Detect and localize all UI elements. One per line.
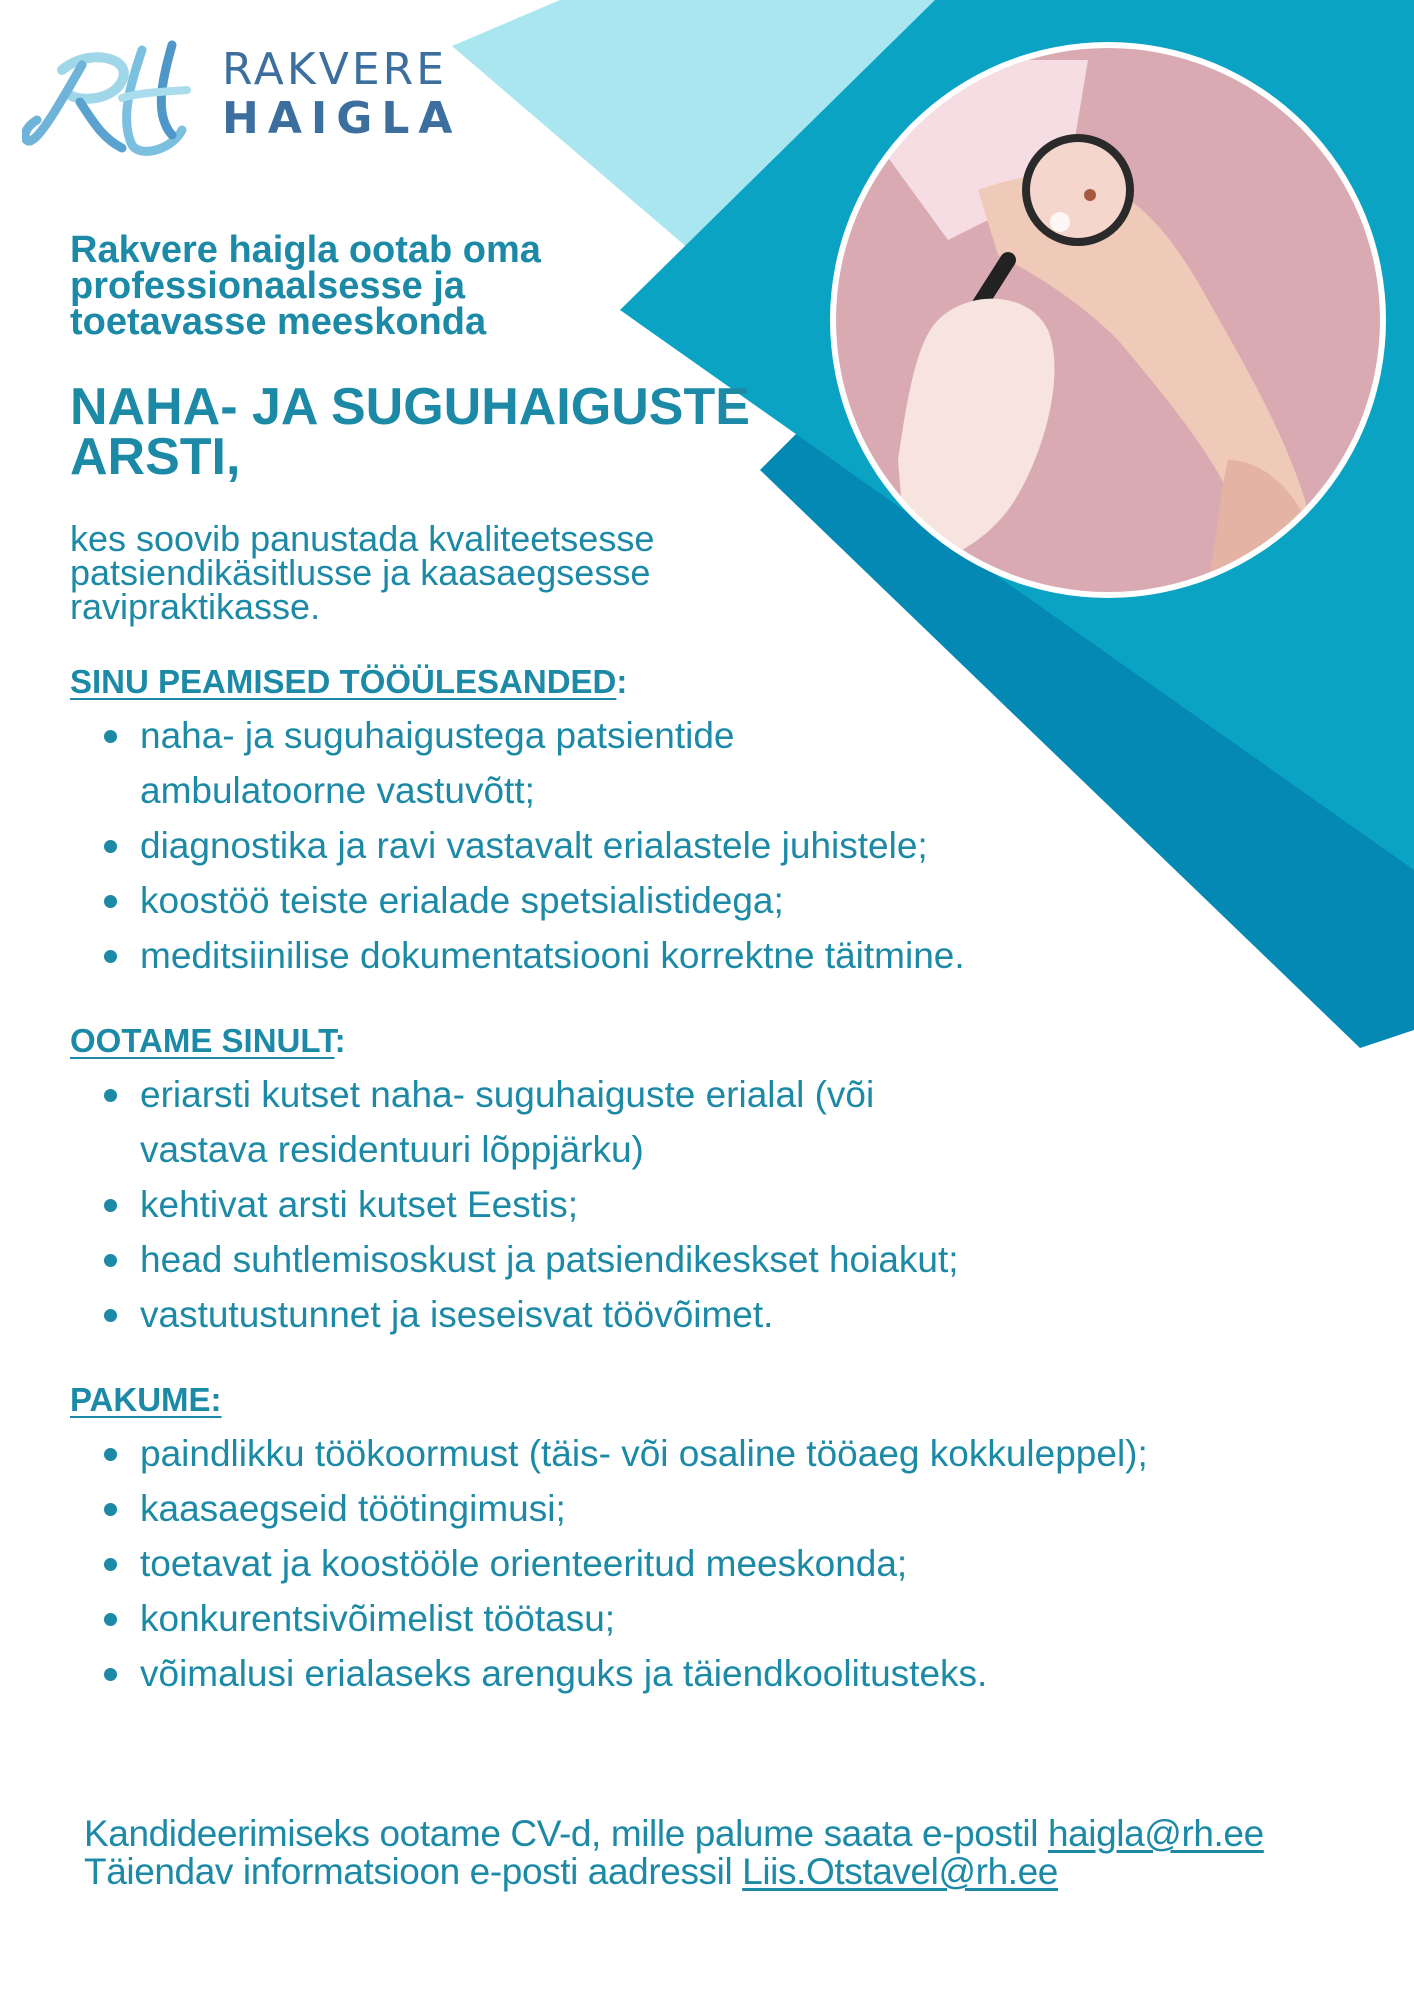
rh-monogram-icon (22, 40, 202, 160)
list-item: kaasaegseid töötingimusi; (70, 1481, 1390, 1536)
list-item: paindlikku töökoormust (täis- või osaline tööaeg kokkuleppel); (70, 1426, 1390, 1481)
job-subtitle: kes soovib panustada kvaliteetsesse patsiendikäsitlusse ja kaasaegsesse ravipraktikasse. (70, 518, 655, 627)
footer-info-text: Täiendav informatsioon e-posti aadressil (84, 1851, 743, 1892)
list-item: vastutustunnet ja iseseisvat töövõimet. (70, 1287, 1390, 1342)
list-item: naha- ja suguhaigustega patsientide ambulatoorne vastuvõtt; (70, 708, 900, 818)
offer-list (70, 1426, 1390, 1701)
list-item: diagnostika ja ravi vastavalt erialastele juhistele; (70, 818, 1390, 873)
list-item: eriarsti kutset naha- suguhaiguste erialal (või vastava residentuuri lõppjärku) (70, 1067, 900, 1177)
main-content (70, 229, 1390, 1701)
section-title (70, 1021, 1390, 1061)
section-requirements (70, 1021, 1390, 1342)
section-title (70, 1380, 1390, 1420)
logo-line-haigla: HAIGLA (222, 93, 462, 144)
section-title-suffix: : (616, 663, 628, 700)
list-item: head suhtlemisoskust ja patsiendikeskset hoiakut; (70, 1232, 1390, 1287)
hospital-logo[interactable] (22, 40, 462, 160)
task-list (70, 708, 1390, 983)
logo-line-rakvere: RAKVERE (222, 44, 448, 95)
section-title-text: OOTAME SINULT (70, 1022, 335, 1059)
intro-text: Rakvere haigla ootab oma professionaalsesse ja toetavasse meeskonda (70, 229, 541, 343)
section-tasks (70, 662, 1390, 983)
list-item: meditsiinilise dokumentatsiooni korrektne täitmine. (70, 928, 1390, 983)
list-item: konkurentsivõimelist töötasu; (70, 1591, 1390, 1646)
section-title-text: SINU PEAMISED TÖÖÜLESANDED (70, 663, 617, 700)
list-item: toetavat ja koostööle orienteeritud meeskonda; (70, 1536, 1390, 1591)
section-offer (70, 1380, 1390, 1701)
contact-footer (84, 1815, 1264, 1891)
job-title: NAHA- JA SUGUHAIGUSTE ARSTI, (70, 378, 750, 486)
section-title-text: PAKUME: (70, 1381, 222, 1418)
email-link-haigla[interactable]: haigla@rh.ee (1047, 1813, 1264, 1854)
section-title (70, 662, 1390, 702)
footer-apply-text: Kandideerimiseks ootame CV-d, mille palume saata e-postil (84, 1813, 1048, 1854)
footer-line-apply (84, 1815, 1264, 1853)
section-title-suffix: : (334, 1022, 346, 1059)
list-item: koostöö teiste erialade spetsialistidega; (70, 873, 1390, 928)
footer-line-info (84, 1853, 1264, 1891)
list-item: kehtivat arsti kutset Eestis; (70, 1177, 1390, 1232)
email-link-contact[interactable]: Liis.Otstavel@rh.ee (742, 1851, 1058, 1892)
requirements-list (70, 1067, 1390, 1342)
logo-wordmark (222, 46, 461, 144)
list-item: võimalusi erialaseks arenguks ja täiendkoolitusteks. (70, 1646, 1390, 1701)
